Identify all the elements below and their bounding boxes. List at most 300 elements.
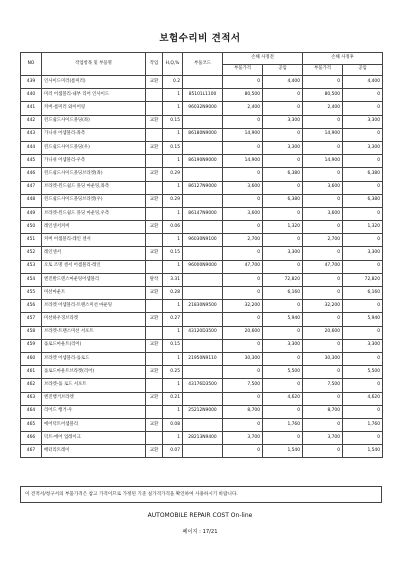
row-item-name: 덕트-에어 업레이크	[42, 432, 146, 445]
row-part-code	[183, 339, 223, 352]
row-no: 449	[21, 207, 42, 220]
header-part-price-before: 부품가격	[223, 64, 263, 76]
row-work: 교환	[146, 313, 163, 326]
row-part-price-after: 0	[303, 366, 343, 379]
row-part-code: 85101L1100	[183, 89, 223, 102]
table-row	[21, 287, 383, 300]
row-labor-before: 0	[263, 181, 303, 194]
header-item-name: 작업항목 및 부품명	[42, 53, 146, 76]
row-hours: 3.31	[163, 273, 183, 286]
row-item-name: 가니쉬 어셈블리-좌측	[42, 128, 146, 141]
row-no: 466	[21, 432, 42, 445]
row-work	[146, 326, 163, 339]
row-part-price-after: 0	[303, 221, 343, 234]
row-part-code: 96000N9000	[183, 260, 223, 273]
table-row	[21, 168, 383, 181]
row-part-price-before: 0	[223, 418, 263, 431]
table-row	[21, 366, 383, 379]
row-hours: 0.2	[163, 76, 183, 89]
row-item-name: 브라켓-롤 로드 서포트	[42, 379, 146, 392]
row-labor-after: 0	[343, 352, 383, 365]
row-part-price-before: 2,400	[223, 102, 263, 115]
row-part-price-after: 14,900	[303, 155, 343, 168]
row-labor-before: 6,380	[263, 168, 303, 181]
row-no: 441	[21, 102, 42, 115]
row-item-name: 배터리트레이	[42, 445, 146, 458]
row-labor-before: 1,540	[263, 445, 303, 458]
header-labor-after: 공임	[343, 64, 383, 76]
row-no: 459	[21, 339, 42, 352]
row-no: 457	[21, 313, 42, 326]
row-item-name: 미션하우징브라켓	[42, 313, 146, 326]
row-hours: 0.15	[163, 247, 183, 260]
row-item-name: 가니쉬 어셈블리-우측	[42, 155, 146, 168]
table-row	[21, 207, 383, 220]
estimate-table	[20, 52, 383, 458]
row-part-price-after: 0	[303, 273, 343, 286]
row-labor-before: 5,940	[263, 313, 303, 326]
row-item-name: 브라켓-윈드쉴드 몰딩 마운팅,우측	[42, 207, 146, 220]
row-part-price-before: 2,700	[223, 234, 263, 247]
row-labor-after: 3,300	[343, 247, 383, 260]
table-row	[21, 352, 383, 365]
table-row	[21, 326, 383, 339]
row-labor-after: 6,380	[343, 168, 383, 181]
row-no: 443	[21, 128, 42, 141]
row-labor-after: 1,760	[343, 418, 383, 431]
row-item-name: 커버-룸미러 와이어링	[42, 102, 146, 115]
row-labor-before: 1,760	[263, 418, 303, 431]
row-labor-after: 0	[343, 379, 383, 392]
table-row	[21, 313, 383, 326]
row-labor-before: 3,300	[263, 115, 303, 128]
row-labor-before: 5,500	[263, 366, 303, 379]
row-labor-after: 0	[343, 405, 383, 418]
row-part-code	[183, 418, 223, 431]
row-part-price-before: 0	[223, 273, 263, 286]
row-hours: 0.07	[163, 445, 183, 458]
row-no: 464	[21, 405, 42, 418]
row-part-price-after: 0	[303, 168, 343, 181]
row-part-price-after: 0	[303, 76, 343, 89]
row-part-code	[183, 287, 223, 300]
row-no: 447	[21, 181, 42, 194]
row-labor-after: 4,620	[343, 392, 383, 405]
row-hours: 1	[163, 260, 183, 273]
row-work	[146, 379, 163, 392]
footer-text: AUTOMOBILE REPAIR COST On-line	[147, 512, 253, 519]
row-labor-after: 5,940	[343, 313, 383, 326]
row-part-price-after: 0	[303, 247, 343, 260]
row-item-name: 엔진발드덴스마운팅어셈블리	[42, 273, 146, 286]
row-part-price-before: 0	[223, 313, 263, 326]
row-item-name: 미러 어셈블리-내부 리어 인사이드	[42, 89, 146, 102]
row-no: 456	[21, 300, 42, 313]
row-labor-before: 3,300	[263, 141, 303, 154]
row-labor-after: 0	[343, 155, 383, 168]
table-row	[21, 221, 383, 234]
row-part-code: 86147N9000	[183, 207, 223, 220]
table-row	[21, 445, 383, 458]
row-labor-before: 0	[263, 379, 303, 392]
row-part-code: 96030N9100	[183, 234, 223, 247]
row-part-price-before: 32,200	[223, 300, 263, 313]
row-part-code	[183, 76, 223, 89]
row-work	[146, 207, 163, 220]
row-part-code: 28213N9400	[183, 432, 223, 445]
row-part-code: 96032N9000	[183, 102, 223, 115]
table-row	[21, 379, 383, 392]
row-labor-before: 0	[263, 405, 303, 418]
row-no: 439	[21, 76, 42, 89]
row-hours: 0.29	[163, 168, 183, 181]
row-part-price-after: 7,500	[303, 379, 343, 392]
table-row	[21, 247, 383, 260]
row-hours: 1	[163, 181, 183, 194]
row-no: 458	[21, 326, 42, 339]
row-work: 교환	[146, 339, 163, 352]
row-no: 453	[21, 260, 42, 273]
table-row	[21, 115, 383, 128]
row-part-price-after: 20,600	[303, 326, 343, 339]
row-work: 교환	[146, 168, 163, 181]
row-part-price-before: 0	[223, 76, 263, 89]
row-part-price-before: 7,500	[223, 379, 263, 392]
row-labor-after: 3,300	[343, 339, 383, 352]
row-hours: 0.25	[163, 366, 183, 379]
row-part-price-after: 8,700	[303, 405, 343, 418]
row-no: 444	[21, 141, 42, 154]
row-part-price-before: 0	[223, 287, 263, 300]
row-hours: 1	[163, 89, 183, 102]
row-item-name: 커버 어셈블리-레인 센서	[42, 234, 146, 247]
row-part-price-after: 0	[303, 287, 343, 300]
row-part-code: 86180N9000	[183, 128, 223, 141]
row-hours: 0.06	[163, 221, 183, 234]
row-labor-after: 0	[343, 89, 383, 102]
row-work: 교환	[146, 194, 163, 207]
row-item-name: 윈드쉴드사이드몰딩(우)	[42, 141, 146, 154]
row-work	[146, 260, 163, 273]
row-item-name: 미션마운트	[42, 287, 146, 300]
row-labor-after: 0	[343, 102, 383, 115]
row-part-code	[183, 247, 223, 260]
row-item-name: 브라켓-윈드쉴드 몰딩 마운팅,좌측	[42, 181, 146, 194]
row-item-name: 레인센서	[42, 247, 146, 260]
row-work	[146, 89, 163, 102]
row-labor-after: 0	[343, 432, 383, 445]
row-labor-before: 0	[263, 432, 303, 445]
row-part-price-before: 0	[223, 247, 263, 260]
row-labor-after: 0	[343, 234, 383, 247]
row-part-price-before: 0	[223, 141, 263, 154]
row-labor-before: 3,300	[263, 339, 303, 352]
table-row	[21, 300, 383, 313]
table-row	[21, 273, 383, 286]
row-part-code: 43176D3500	[183, 379, 223, 392]
row-hours: 0.15	[163, 339, 183, 352]
row-part-code	[183, 445, 223, 458]
row-labor-before: 0	[263, 155, 303, 168]
row-part-price-before: 0	[223, 392, 263, 405]
table-row	[21, 432, 383, 445]
row-item-name: 윈드쉴드사이드몰딩(좌)	[42, 115, 146, 128]
row-labor-before: 0	[263, 326, 303, 339]
row-hours: 1	[163, 102, 183, 115]
row-no: 462	[21, 379, 42, 392]
row-item-name: 레인센서커버	[42, 221, 146, 234]
header-after-adjustment: 손해 사정후	[303, 53, 383, 65]
row-labor-after: 0	[343, 207, 383, 220]
row-no: 455	[21, 287, 42, 300]
row-work	[146, 432, 163, 445]
header-before-adjustment: 손해 사정전	[223, 53, 303, 65]
row-labor-after: 4,400	[343, 76, 383, 89]
table-row	[21, 392, 383, 405]
row-part-price-before: 0	[223, 445, 263, 458]
row-item-name: 윈드쉴드사이드몰딩브라켓(좌)	[42, 168, 146, 181]
row-hours: 1	[163, 432, 183, 445]
row-part-price-after: 47,700	[303, 260, 343, 273]
table-row	[21, 155, 383, 168]
row-part-price-before: 80,500	[223, 89, 263, 102]
row-item-name: 오토 조명 센서 어셈블리-레인	[42, 260, 146, 273]
row-part-price-before: 3,700	[223, 432, 263, 445]
row-hours: 1	[163, 128, 183, 141]
row-part-price-after: 3,600	[303, 181, 343, 194]
row-part-price-before: 0	[223, 115, 263, 128]
row-labor-before: 0	[263, 207, 303, 220]
row-hours: 0.15	[163, 141, 183, 154]
row-hours: 0.27	[163, 313, 183, 326]
row-part-price-after: 3,600	[303, 207, 343, 220]
row-part-price-after: 80,500	[303, 89, 343, 102]
row-item-name: 윈드쉴드사이드몰딩브라켓(우)	[42, 194, 146, 207]
row-part-price-before: 14,900	[223, 128, 263, 141]
row-labor-after: 6,380	[343, 194, 383, 207]
row-item-name: 브라켓 어셈블리-트랜스미션 마운팅	[42, 300, 146, 313]
row-labor-after: 0	[343, 300, 383, 313]
row-item-name: 롤로드마운트(리어)	[42, 339, 146, 352]
row-no: 440	[21, 89, 42, 102]
row-labor-before: 6,380	[263, 194, 303, 207]
row-labor-after: 72,820	[343, 273, 383, 286]
row-no: 446	[21, 168, 42, 181]
row-hours: 0.28	[163, 287, 183, 300]
row-part-code	[183, 273, 223, 286]
row-work: 교환	[146, 115, 163, 128]
row-part-price-after: 2,400	[303, 102, 343, 115]
row-part-code	[183, 168, 223, 181]
row-part-code: 21950N9110	[183, 352, 223, 365]
header-work: 작업	[146, 53, 163, 76]
table-row	[21, 128, 383, 141]
row-labor-before: 1,320	[263, 221, 303, 234]
row-part-price-after: 0	[303, 194, 343, 207]
row-work	[146, 128, 163, 141]
row-item-name: 에어덕트어셈블리	[42, 418, 146, 431]
row-hours: 0.08	[163, 418, 183, 431]
table-row	[21, 102, 383, 115]
row-labor-after: 3,300	[343, 115, 383, 128]
row-work: 탈착	[146, 273, 163, 286]
row-part-code	[183, 194, 223, 207]
row-work	[146, 300, 163, 313]
header-part-price-after: 부품가격	[303, 64, 343, 76]
table-row	[21, 339, 383, 352]
row-part-code	[183, 313, 223, 326]
table-row	[21, 141, 383, 154]
table-row	[21, 260, 383, 273]
row-hours: 1	[163, 352, 183, 365]
table-row	[21, 405, 383, 418]
row-labor-after: 5,500	[343, 366, 383, 379]
row-labor-before: 6,160	[263, 287, 303, 300]
row-labor-before: 0	[263, 128, 303, 141]
row-labor-before: 0	[263, 352, 303, 365]
row-part-price-before: 30,300	[223, 352, 263, 365]
row-item-name: 엔진행거브라켓	[42, 392, 146, 405]
row-part-price-before: 0	[223, 339, 263, 352]
row-no: 451	[21, 234, 42, 247]
row-work: 교환	[146, 287, 163, 300]
header-part-code: 부품코드	[183, 53, 223, 76]
row-hours: 0.21	[163, 392, 183, 405]
row-part-price-before: 3,600	[223, 207, 263, 220]
header-hours: H,Q,%	[163, 53, 183, 76]
table-row	[21, 234, 383, 247]
row-no: 467	[21, 445, 42, 458]
row-part-price-after: 32,200	[303, 300, 343, 313]
row-work	[146, 181, 163, 194]
row-work: 교환	[146, 141, 163, 154]
row-part-price-before: 0	[223, 194, 263, 207]
page-number: 페이지 : 17/21	[182, 529, 218, 535]
row-work	[146, 234, 163, 247]
row-item-name: 인사이드미러(룸미러)	[42, 76, 146, 89]
row-hours: 1	[163, 207, 183, 220]
row-item-name: 리어드 행거-우	[42, 405, 146, 418]
row-no: 454	[21, 273, 42, 286]
document-title: 보험수리비 견적서	[159, 33, 241, 44]
row-no: 448	[21, 194, 42, 207]
row-labor-after: 0	[343, 128, 383, 141]
table-row	[21, 418, 383, 431]
row-labor-after: 1,320	[343, 221, 383, 234]
table-row	[21, 181, 383, 194]
row-labor-after: 1,540	[343, 445, 383, 458]
row-part-price-after: 30,300	[303, 352, 343, 365]
row-work	[146, 102, 163, 115]
row-no: 465	[21, 418, 42, 431]
row-work: 교환	[146, 76, 163, 89]
row-part-price-after: 0	[303, 445, 343, 458]
row-labor-before: 0	[263, 234, 303, 247]
row-part-price-before: 47,700	[223, 260, 263, 273]
row-part-code: 86190N9000	[183, 155, 223, 168]
row-part-code	[183, 115, 223, 128]
row-part-price-before: 0	[223, 366, 263, 379]
row-part-price-after: 0	[303, 418, 343, 431]
row-work: 교환	[146, 221, 163, 234]
row-labor-before: 0	[263, 102, 303, 115]
row-labor-after: 0	[343, 181, 383, 194]
row-part-price-before: 0	[223, 221, 263, 234]
row-part-price-before: 14,900	[223, 155, 263, 168]
row-part-price-after: 2,700	[303, 234, 343, 247]
row-work: 교환	[146, 247, 163, 260]
row-part-price-after: 0	[303, 339, 343, 352]
row-hours: 1	[163, 405, 183, 418]
row-hours: 0.29	[163, 194, 183, 207]
row-work: 교환	[146, 418, 163, 431]
row-labor-before: 4,620	[263, 392, 303, 405]
row-labor-before: 0	[263, 260, 303, 273]
row-part-price-after: 0	[303, 313, 343, 326]
table-row	[21, 89, 383, 102]
row-part-price-before: 20,600	[223, 326, 263, 339]
header-no: NO	[21, 53, 42, 76]
row-labor-after: 6,160	[343, 287, 383, 300]
row-no: 463	[21, 392, 42, 405]
table-body	[21, 76, 383, 458]
row-part-code	[183, 221, 223, 234]
row-hours: 1	[163, 300, 183, 313]
row-no: 445	[21, 155, 42, 168]
table-row	[21, 76, 383, 89]
row-part-code	[183, 366, 223, 379]
row-no: 450	[21, 221, 42, 234]
row-work: 교환	[146, 366, 163, 379]
row-part-code: 86127N9000	[183, 181, 223, 194]
row-labor-after: 0	[343, 260, 383, 273]
row-no: 460	[21, 352, 42, 365]
row-work: 교환	[146, 445, 163, 458]
row-labor-before: 72,820	[263, 273, 303, 286]
row-work	[146, 405, 163, 418]
row-part-price-before: 0	[223, 168, 263, 181]
row-part-price-before: 8,700	[223, 405, 263, 418]
row-hours: 1	[163, 379, 183, 392]
row-item-name: 브라켓 어셈블리-롤로드	[42, 352, 146, 365]
row-hours: 1	[163, 234, 183, 247]
row-part-price-after: 0	[303, 141, 343, 154]
row-hours: 1	[163, 326, 183, 339]
row-labor-after: 3,300	[343, 141, 383, 154]
row-part-price-after: 14,900	[303, 128, 343, 141]
row-labor-after: 0	[343, 326, 383, 339]
row-part-price-before: 3,600	[223, 181, 263, 194]
row-part-price-after: 0	[303, 392, 343, 405]
header-labor-before: 공임	[263, 64, 303, 76]
row-hours: 1	[163, 155, 183, 168]
row-labor-before: 4,400	[263, 76, 303, 89]
row-labor-before: 3,300	[263, 247, 303, 260]
row-item-name: 롤로드마운트브라켓(리어)	[42, 366, 146, 379]
row-work	[146, 155, 163, 168]
row-hours: 0.15	[163, 115, 183, 128]
row-work	[146, 352, 163, 365]
row-part-code: 25212N9000	[183, 405, 223, 418]
row-item-name: 브라켓-트랜스미션 서포트	[42, 326, 146, 339]
row-labor-before: 0	[263, 300, 303, 313]
row-part-price-after: 0	[303, 115, 343, 128]
row-work: 교환	[146, 392, 163, 405]
row-part-code: 43120D3500	[183, 326, 223, 339]
row-part-price-after: 3,700	[303, 432, 343, 445]
row-labor-before: 0	[263, 89, 303, 102]
row-part-code: 21830N9500	[183, 300, 223, 313]
